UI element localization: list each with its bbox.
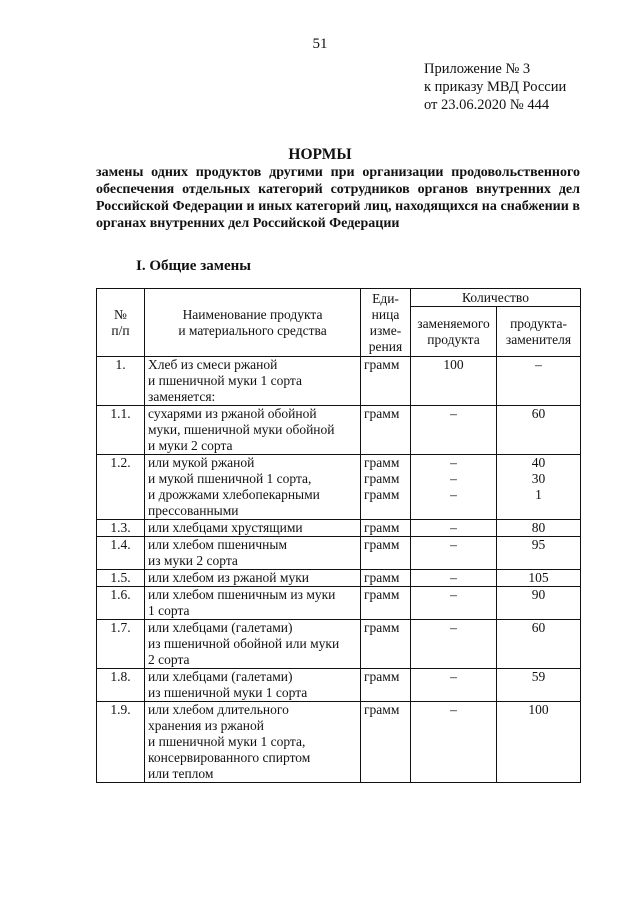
- row-substitute-qty: –: [497, 357, 581, 406]
- row-replaced-qty: – – –: [411, 455, 497, 520]
- row-unit: грамм: [361, 537, 411, 570]
- document-title: НОРМЫ: [288, 146, 352, 163]
- row-product-name: или хлебцами (галетами) из пшеничной обойной или муки 2 сорта: [145, 620, 361, 669]
- row-number: 1.6.: [97, 587, 145, 620]
- appendix-line-2: к приказу МВД России: [424, 79, 567, 95]
- row-substitute-qty: 80: [497, 520, 581, 537]
- row-substitute-qty: 40 30 1: [497, 455, 581, 520]
- row-substitute-qty: 60: [497, 406, 581, 455]
- row-substitute-qty: 90: [497, 587, 581, 620]
- header-name: Наименование продукта и материального средства: [145, 289, 361, 357]
- norms-table: [96, 288, 581, 783]
- row-product-name: сухарями из ржаной обойной муки, пшеничной муки обойной и муки 2 сорта: [145, 406, 361, 455]
- row-replaced-qty: –: [411, 520, 497, 537]
- row-product-name: или хлебцами хрустящими: [145, 520, 361, 537]
- row-product-name: или хлебом пшеничным из муки 1 сорта: [145, 587, 361, 620]
- row-unit: грамм: [361, 570, 411, 587]
- row-number: 1.1.: [97, 406, 145, 455]
- row-unit: грамм: [361, 357, 411, 406]
- row-number: 1.3.: [97, 520, 145, 537]
- row-number: 1.2.: [97, 455, 145, 520]
- table-row: [97, 570, 581, 587]
- row-substitute-qty: 105: [497, 570, 581, 587]
- table-row: [97, 537, 581, 570]
- row-substitute-qty: 60: [497, 620, 581, 669]
- document-subtitle: замены одних продуктов другими при организации продовольственного обеспечения отдельных категорий сотрудников органов внутренних дел Российской Федерации и иных категорий лиц, находящихся на снабжении в органах внутренних дел Российской Федерации: [96, 165, 580, 231]
- header-num: № п/п: [97, 289, 145, 357]
- page-number: 51: [312, 36, 328, 52]
- row-product-name: Хлеб из смеси ржаной и пшеничной муки 1 сорта заменяется:: [145, 357, 361, 406]
- row-number: 1.7.: [97, 620, 145, 669]
- header-replaced: заменяемого продукта: [411, 307, 497, 357]
- row-number: 1.4.: [97, 537, 145, 570]
- appendix-line-1: Приложение № 3: [424, 61, 531, 77]
- row-number: 1.: [97, 357, 145, 406]
- row-product-name: или мукой ржаной и мукой пшеничной 1 сорта, и дрожжами хлебопекарными прессованными: [145, 455, 361, 520]
- table-row: [97, 587, 581, 620]
- row-unit: грамм: [361, 587, 411, 620]
- row-unit: грамм грамм грамм: [361, 455, 411, 520]
- table-row: [97, 669, 581, 702]
- row-replaced-qty: 100: [411, 357, 497, 406]
- table-row: [97, 520, 581, 537]
- header-quantity: Количество: [411, 289, 581, 307]
- row-unit: грамм: [361, 406, 411, 455]
- row-unit: грамм: [361, 520, 411, 537]
- row-replaced-qty: –: [411, 587, 497, 620]
- appendix-reference: [424, 60, 566, 114]
- row-product-name: или хлебом длительного хранения из ржаной и пшеничной муки 1 сорта, консервированного спиртом или теплом: [145, 702, 361, 783]
- table-row: [97, 357, 581, 406]
- row-substitute-qty: 59: [497, 669, 581, 702]
- row-replaced-qty: –: [411, 620, 497, 669]
- row-unit: грамм: [361, 620, 411, 669]
- row-substitute-qty: 95: [497, 537, 581, 570]
- row-replaced-qty: –: [411, 537, 497, 570]
- header-substitute: продукта- заменителя: [497, 307, 581, 357]
- row-number: 1.5.: [97, 570, 145, 587]
- row-substitute-qty: 100: [497, 702, 581, 783]
- row-replaced-qty: –: [411, 669, 497, 702]
- row-replaced-qty: –: [411, 702, 497, 783]
- row-product-name: или хлебом пшеничным из муки 2 сорта: [145, 537, 361, 570]
- table-row: [97, 406, 581, 455]
- appendix-line-3: от 23.06.2020 № 444: [424, 97, 550, 113]
- row-unit: грамм: [361, 702, 411, 783]
- row-number: 1.8.: [97, 669, 145, 702]
- row-number: 1.9.: [97, 702, 145, 783]
- row-unit: грамм: [361, 669, 411, 702]
- row-product-name: или хлебцами (галетами) из пшеничной муки 1 сорта: [145, 669, 361, 702]
- table-row: [97, 455, 581, 520]
- table-row: [97, 620, 581, 669]
- section-heading: I. Общие замены: [136, 258, 251, 274]
- row-replaced-qty: –: [411, 570, 497, 587]
- table-row: [97, 702, 581, 783]
- header-unit: Еди- ница изме- рения: [361, 289, 411, 357]
- row-replaced-qty: –: [411, 406, 497, 455]
- row-product-name: или хлебом из ржаной муки: [145, 570, 361, 587]
